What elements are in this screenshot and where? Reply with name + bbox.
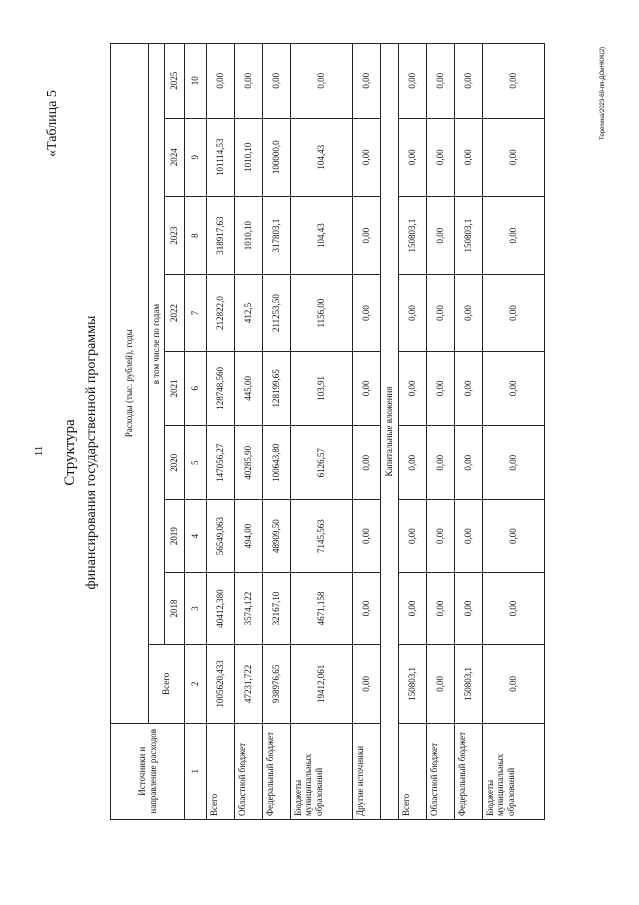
table-row (353, 44, 381, 820)
column-number: 8 (185, 196, 207, 274)
header-expenses: Расходы (тыс. рублей), годы (111, 44, 149, 724)
table-row (427, 44, 455, 820)
value-cell: 150803,1 (399, 196, 427, 274)
value-cell: 0,00 (207, 44, 235, 119)
table-row (263, 44, 291, 820)
value-cell: 101114,53 (207, 118, 235, 196)
value-cell: 0,00 (483, 426, 545, 500)
header-year: 2018 (165, 572, 185, 644)
value-cell: 0,00 (291, 44, 353, 119)
section-title: Капитальные вложения (381, 44, 399, 820)
value-cell: 19412,061 (291, 645, 353, 723)
title-line-1: Структура (62, 419, 78, 486)
value-cell: 211253,50 (263, 275, 291, 351)
row-label: Областной бюджет (427, 723, 455, 819)
table-row (399, 44, 427, 820)
value-cell: 1010,10 (235, 118, 263, 196)
value-cell: 0,00 (353, 572, 381, 644)
value-cell: 147056,27 (207, 426, 235, 500)
value-cell: 48909,50 (263, 500, 291, 572)
value-cell: 32167,10 (263, 572, 291, 644)
header-year: 2024 (165, 118, 185, 196)
value-cell: 0,00 (399, 572, 427, 644)
value-cell: 0,00 (353, 118, 381, 196)
value-cell: 1010,10 (235, 196, 263, 274)
row-label: Бюджеты муниципальных образований (291, 723, 353, 819)
value-cell: 47231,722 (235, 645, 263, 723)
value-cell: 40285,90 (235, 426, 263, 500)
value-cell: 0,00 (427, 351, 455, 425)
column-number: 6 (185, 351, 207, 425)
value-cell: 0,00 (455, 118, 483, 196)
value-cell: 0,00 (399, 118, 427, 196)
row-label: Федеральный бюджет (455, 723, 483, 819)
value-cell: 0,00 (427, 196, 455, 274)
value-cell: 0,00 (483, 118, 545, 196)
table-row (483, 44, 545, 820)
value-cell: 0,00 (353, 44, 381, 119)
value-cell: 0,00 (427, 44, 455, 119)
value-cell: 40412,380 (207, 572, 235, 644)
value-cell: 0,00 (427, 645, 455, 723)
column-number: 7 (185, 275, 207, 351)
value-cell: 150803,1 (399, 645, 427, 723)
main-rows (207, 44, 381, 820)
value-cell: 0,00 (235, 44, 263, 119)
header-row-by-years (149, 44, 165, 820)
value-cell: 0,00 (427, 275, 455, 351)
financing-table (110, 43, 545, 820)
value-cell: 56549,063 (207, 500, 235, 572)
value-cell: 0,00 (399, 351, 427, 425)
value-cell: 0,00 (427, 572, 455, 644)
value-cell: 0,00 (427, 426, 455, 500)
value-cell: 0,00 (353, 645, 381, 723)
value-cell: 128748,560 (207, 351, 235, 425)
value-cell: 445,00 (235, 351, 263, 425)
footer-code: Терехина/2023-69-пп-ДОиНКЖ(2) (600, 46, 606, 140)
capital-rows (399, 44, 545, 820)
value-cell: 0,00 (353, 426, 381, 500)
value-cell: 1005620,433 (207, 645, 235, 723)
value-cell: 4671,158 (291, 572, 353, 644)
header-year: 2021 (165, 351, 185, 425)
value-cell: 150803,1 (455, 645, 483, 723)
value-cell: 0,00 (483, 44, 545, 119)
value-cell: 0,00 (353, 351, 381, 425)
value-cell: 0,00 (353, 500, 381, 572)
column-number: 10 (185, 44, 207, 119)
value-cell: 318917,63 (207, 196, 235, 274)
row-label: Федеральный бюджет (263, 723, 291, 819)
value-cell: 0,00 (353, 275, 381, 351)
value-cell: 0,00 (483, 572, 545, 644)
header-by-years: в том числе по годам (149, 44, 165, 645)
column-number: 5 (185, 426, 207, 500)
value-cell: 0,00 (399, 426, 427, 500)
row-label: Всего (399, 723, 427, 819)
value-cell: 212822,0 (207, 275, 235, 351)
value-cell: 7145,563 (291, 500, 353, 572)
value-cell: 0,00 (399, 275, 427, 351)
header-year: 2023 (165, 196, 185, 274)
value-cell: 104,43 (291, 196, 353, 274)
value-cell: 412,5 (235, 275, 263, 351)
table-label: «Таблица 5 (45, 90, 60, 157)
value-cell: 494,00 (235, 500, 263, 572)
table-row (291, 44, 353, 820)
value-cell: 0,00 (455, 44, 483, 119)
section-row (381, 44, 399, 820)
column-number-row (185, 44, 207, 820)
value-cell: 317803,1 (263, 196, 291, 274)
value-cell: 0,00 (455, 426, 483, 500)
value-cell: 0,00 (455, 351, 483, 425)
value-cell: 6126,57 (291, 426, 353, 500)
header-row-expenses (111, 44, 149, 820)
value-cell: 0,00 (427, 500, 455, 572)
header-sources: Источники и направление расходов (111, 723, 185, 819)
value-cell: 3574,122 (235, 572, 263, 644)
value-cell: 100000,0 (263, 118, 291, 196)
header-year: 2019 (165, 500, 185, 572)
header-year: 2022 (165, 275, 185, 351)
value-cell: 1156,00 (291, 275, 353, 351)
value-cell: 150803,1 (455, 196, 483, 274)
value-cell: 0,00 (399, 44, 427, 119)
value-cell: 0,00 (483, 645, 545, 723)
value-cell: 103,91 (291, 351, 353, 425)
header-year: 2025 (165, 44, 185, 119)
value-cell: 0,00 (455, 572, 483, 644)
value-cell: 128199,65 (263, 351, 291, 425)
value-cell: 0,00 (483, 196, 545, 274)
value-cell: 104,43 (291, 118, 353, 196)
value-cell: 0,00 (455, 275, 483, 351)
table-row (455, 44, 483, 820)
row-label: Областной бюджет (235, 723, 263, 819)
row-label: Другие источники (353, 723, 381, 819)
table-row (235, 44, 263, 820)
value-cell: 0,00 (483, 351, 545, 425)
header-total: Всего (149, 645, 185, 723)
column-number: 2 (185, 645, 207, 723)
value-cell: 0,00 (399, 500, 427, 572)
title-line-2: финансирования государственной программы (84, 315, 99, 590)
value-cell: 938976,65 (263, 645, 291, 723)
value-cell: 0,00 (455, 500, 483, 572)
column-number: 4 (185, 500, 207, 572)
value-cell: 0,00 (263, 44, 291, 119)
value-cell: 0,00 (483, 275, 545, 351)
value-cell: 0,00 (427, 118, 455, 196)
page-number: 11 (33, 445, 45, 457)
row-label: Всего (207, 723, 235, 819)
row-label: Бюджеты муниципальных образований (483, 723, 545, 819)
column-number: 1 (185, 723, 207, 819)
value-cell: 0,00 (483, 500, 545, 572)
table-row (207, 44, 235, 820)
column-number: 9 (185, 118, 207, 196)
column-number: 3 (185, 572, 207, 644)
value-cell: 100643,80 (263, 426, 291, 500)
value-cell: 0,00 (353, 196, 381, 274)
header-year: 2020 (165, 426, 185, 500)
